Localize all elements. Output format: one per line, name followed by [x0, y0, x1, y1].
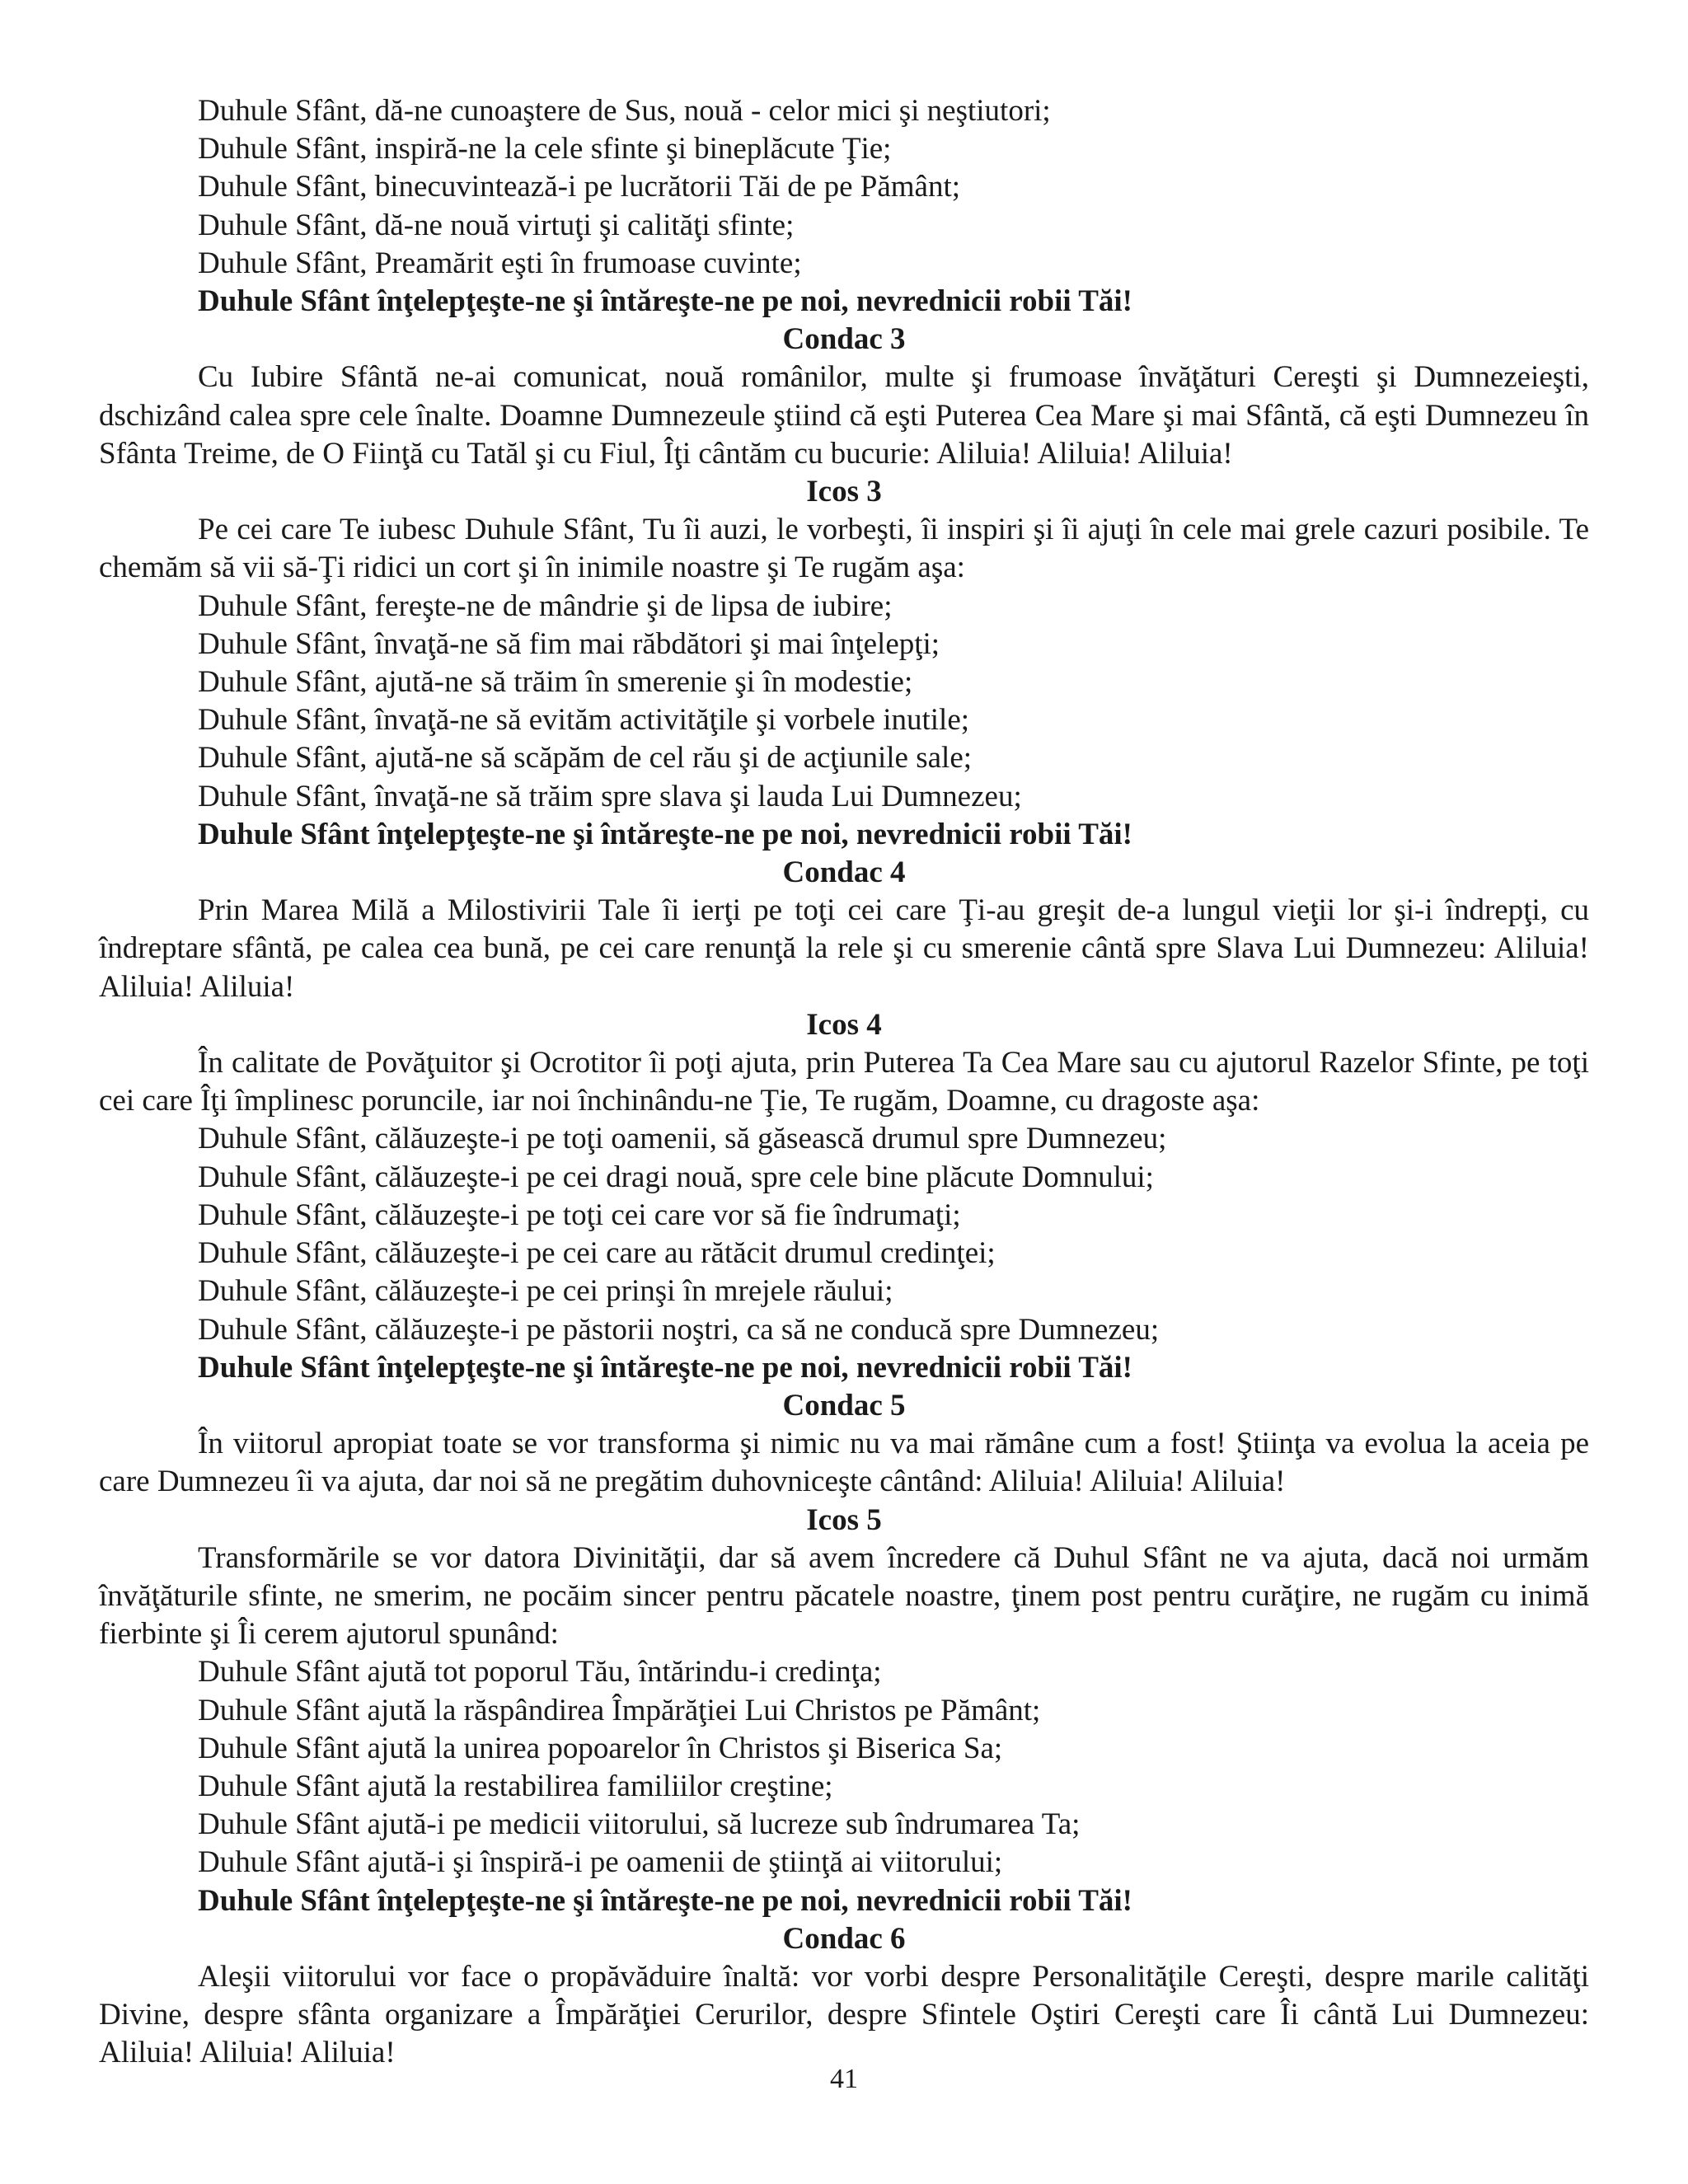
invocation-line: Duhule Sfânt, învaţă-ne să evităm activităţile şi vorbele inutile; [198, 703, 970, 738]
refrain-line: Duhule Sfânt înţelepţeşte-ne şi întăreşte-ne pe noi, nevrednicii robii Tăi! [198, 1350, 1132, 1385]
invocation-line: Duhule Sfânt ajută-i şi înspiră-i pe oamenii de ştiinţă ai viitorului; [198, 1845, 1003, 1880]
section-heading: Icos 5 [806, 1502, 882, 1537]
paragraph: Transformările se vor datora Divinităţii, dar să avem încredere că Duhul Sfânt ne va ajuta, dacă noi urmăm învăţăturile sfinte, ne smerim, ne pocăim sincer pentru păcatele noastre, ţinem post pentru curăţire, ne rugăm cu inimă fierbinte şi Îi cerem ajutorul spunând: [99, 1540, 1589, 1652]
section-heading: Icos 4 [806, 1007, 882, 1042]
invocation-line: Duhule Sfânt, călăuzeşte-i pe toţi oamenii, să găsească drumul spre Dumnezeu; [198, 1122, 1167, 1156]
paragraph: Cu Iubire Sfântă ne-ai comunicat, nouă românilor, multe şi frumoase învăţături Cereşti şi Dumnezeieşti, dschizând calea spre cele înalte. Doamne Dumnezeule ştiind că eşti Puterea Cea Mare şi mai Sfântă, că eşti Dumnezeu în Sfânta Treime, de O Fiinţă cu Tatăl şi cu Fiul, Îţi cântăm cu bucurie: Aliluia! Aliluia! Aliluia! [99, 360, 1589, 471]
invocation-line: Duhule Sfânt, călăuzeşte-i pe toţi cei care vor să fie îndrumaţi; [198, 1197, 961, 1232]
refrain-line: Duhule Sfânt înţelepţeşte-ne şi întăreşte-ne pe noi, nevrednicii robii Tăi! [198, 1883, 1132, 1918]
invocation-line: Duhule Sfânt, dă-ne cunoaştere de Sus, nouă - celor mici şi neştiutori; [198, 94, 1051, 128]
document-body [99, 92, 1589, 2073]
invocation-line: Duhule Sfânt, dă-ne nouă virtuţi şi calităţi sfinte; [198, 208, 795, 242]
page-number: 41 [830, 2064, 858, 2094]
invocation-line: Duhule Sfânt, Preamărit eşti în frumoase cuvinte; [198, 246, 802, 280]
invocation-line: Duhule Sfânt, învaţă-ne să fim mai răbdători şi mai înţelepţi; [198, 626, 940, 661]
section-heading: Icos 3 [806, 475, 882, 509]
paragraph: Pe cei care Te iubesc Duhule Sfânt, Tu îi auzi, le vorbeşti, îi inspiri şi îi ajuţi în cele mai grele cazuri posibile. Te chemăm să vii să-Ţi ridici un cort şi în inimile noastre şi Te rugăm aşa: [99, 513, 1589, 585]
paragraph: Aleşii viitorului vor face o propăvăduire înaltă: vor vorbi despre Personalităţile Cereşti, despre marile calităţi Divine, despre sfânta organizare a Împărăţiei Cerurilor, despre Sfintele Oştiri Cereşti care Îi cântă Lui Dumnezeu: Aliluia! Aliluia! Aliluia! [99, 1959, 1589, 2070]
invocation-line: Duhule Sfânt, învaţă-ne să trăim spre slava şi lauda Lui Dumnezeu; [198, 779, 1022, 813]
section-heading: Condac 4 [782, 855, 906, 890]
paragraph: În viitorul apropiat toate se vor transforma şi nimic nu va mai rămâne cum a fost! Ştiinţa va evolua la aceia pe care Dumnezeu îi va ajuta, dar noi să ne pregătim duhovniceşte cântând: Aliluia! Aliluia! Aliluia! [99, 1427, 1589, 1499]
refrain-line: Duhule Sfânt înţelepţeşte-ne şi întăreşte-ne pe noi, nevrednicii robii Tăi! [198, 284, 1132, 319]
invocation-line: Duhule Sfânt ajută tot poporul Tău, întărindu-i credinţa; [198, 1655, 882, 1690]
invocation-line: Duhule Sfânt, ajută-ne să trăim în smerenie şi în modestie; [198, 665, 913, 700]
invocation-line: Duhule Sfânt ajută la răspândirea Împărăţiei Lui Christos pe Pământ; [198, 1693, 1041, 1727]
invocation-line: Duhule Sfânt ajută la unirea popoarelor în Christos şi Biserica Sa; [198, 1731, 1003, 1765]
invocation-line: Duhule Sfânt, fereşte-ne de mândrie şi de lipsa de iubire; [198, 588, 893, 623]
section-heading: Condac 3 [782, 322, 906, 357]
section-heading: Condac 6 [782, 1921, 906, 1956]
invocation-line: Duhule Sfânt ajută-i pe medicii viitorului, să lucreze sub îndrumarea Ta; [198, 1807, 1081, 1842]
refrain-line: Duhule Sfânt înţelepţeşte-ne şi întăreşte-ne pe noi, nevrednicii robii Tăi! [198, 817, 1132, 851]
paragraph: Prin Marea Milă a Milostivirii Tale îi ierţi pe toţi cei care Ţi-au greşit de-a lungul vieţii lor şi-i îndrepţi, cu îndreptare sfântă, pe calea cea bună, pe cei care renunţă la rele şi cu smerenie cântă spre Slava Lui Dumnezeu: Aliluia! Aliluia! Aliluia! [99, 893, 1589, 1004]
paragraph: În calitate de Povăţuitor şi Ocrotitor îi poţi ajuta, prin Puterea Ta Cea Mare sau cu ajutorul Razelor Sfinte, pe toţi cei care Îţi împlinesc poruncile, iar noi închinându-ne Ţie, Te rugăm, Doamne, cu dragoste aşa: [99, 1046, 1589, 1118]
section-heading: Condac 5 [782, 1388, 906, 1422]
invocation-line: Duhule Sfânt, călăuzeşte-i pe cei prinşi în mrejele răului; [198, 1274, 893, 1309]
invocation-line: Duhule Sfânt, ajută-ne să scăpăm de cel rău şi de acţiunile sale; [198, 741, 973, 776]
invocation-line: Duhule Sfânt, călăuzeşte-i pe păstorii noştri, ca să ne conducă spre Dumnezeu; [198, 1312, 1160, 1347]
invocation-line: Duhule Sfânt, binecuvintează-i pe lucrătorii Tăi de pe Pământ; [198, 170, 961, 204]
invocation-line: Duhule Sfânt, călăuzeşte-i pe cei dragi nouă, spre cele bine plăcute Domnului; [198, 1160, 1154, 1194]
invocation-line: Duhule Sfânt, călăuzeşte-i pe cei care au rătăcit drumul credinţei; [198, 1236, 996, 1271]
invocation-line: Duhule Sfânt ajută la restabilirea familiilor creştine; [198, 1769, 833, 1803]
invocation-line: Duhule Sfânt, inspiră-ne la cele sfinte şi bineplăcute Ţie; [198, 132, 892, 166]
